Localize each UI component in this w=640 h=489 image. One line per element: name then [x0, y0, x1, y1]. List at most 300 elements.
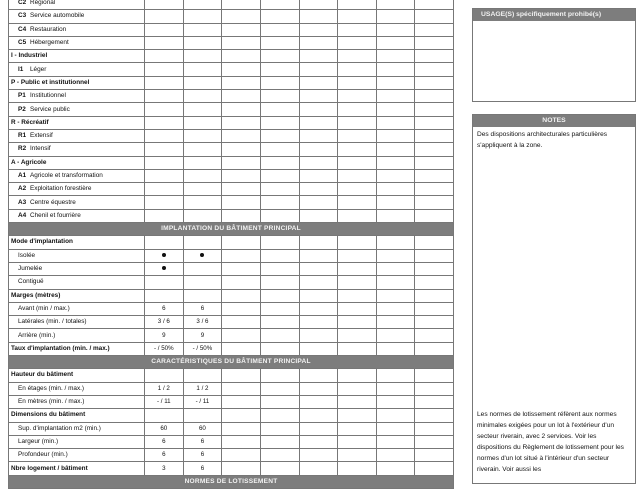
zone-value-cell: [222, 63, 261, 76]
zone-value-cell: [415, 156, 454, 169]
zone-value-cell: [376, 90, 415, 103]
zone-value-cell: [183, 169, 222, 182]
zone-value-cell: [145, 0, 184, 10]
zone-value-cell: [415, 395, 454, 408]
zone-value-cell: [183, 276, 222, 289]
prohibited-usage-header: USAGE(S) spécifiquement prohibé(s): [473, 9, 635, 21]
row-label-text: Largeur (min.): [18, 437, 59, 445]
row-label-text: Marges (mètres): [11, 291, 61, 299]
zone-value-cell: [299, 36, 338, 49]
zone-value-cell: [183, 183, 222, 196]
zone-value-cell: [338, 103, 377, 116]
zone-value-cell: [415, 129, 454, 142]
zone-value-cell: [376, 143, 415, 156]
zone-value-cell: [183, 156, 222, 169]
zone-value-cell: [222, 316, 261, 329]
zone-value-cell: [222, 143, 261, 156]
zone-value-cell: [222, 302, 261, 315]
row-label-text: Taux d'implantation (min. / max.): [11, 344, 110, 352]
zone-value-cell: [299, 369, 338, 382]
zone-value-cell: [183, 369, 222, 382]
row-label: [9, 63, 145, 76]
grid-row: [9, 329, 454, 342]
grid-row: [9, 76, 454, 89]
section-band-row: [9, 223, 454, 236]
zone-value-cell: [338, 316, 377, 329]
grid-row: [9, 90, 454, 103]
grid-row: [9, 236, 454, 249]
notes-header: NOTES: [473, 115, 635, 127]
row-label: [9, 409, 145, 422]
notes-panel: [472, 114, 636, 484]
section-band-row: [9, 475, 454, 488]
zone-value-cell: [222, 23, 261, 36]
zone-value-cell: [415, 10, 454, 23]
zone-value-cell: [338, 23, 377, 36]
zone-value-cell: [338, 409, 377, 422]
zone-value-cell: [145, 276, 184, 289]
zone-value-cell: [376, 316, 415, 329]
zone-value-cell: [299, 422, 338, 435]
row-label: [9, 129, 145, 142]
row-label-text: Profondeur (min.): [18, 451, 68, 459]
zone-value-cell: [222, 196, 261, 209]
zone-value-cell: [222, 342, 261, 355]
zone-value-cell: [260, 209, 299, 222]
usage-code: A4: [18, 211, 27, 219]
zone-value-cell: [222, 76, 261, 89]
zone-value-cell: [299, 435, 338, 448]
zone-value-cell: [183, 0, 222, 10]
zone-value-cell: 6: [183, 435, 222, 448]
zone-value-cell: [338, 0, 377, 10]
zone-value-cell: [260, 0, 299, 10]
zone-value-cell: [338, 342, 377, 355]
row-label: [9, 10, 145, 23]
zone-value-cell: [145, 183, 184, 196]
zone-value-cell: [415, 50, 454, 63]
row-label: [9, 116, 145, 129]
zone-value-cell: [376, 302, 415, 315]
grid-row: [9, 169, 454, 182]
zone-value-cell: [260, 449, 299, 462]
zone-value-cell: [222, 422, 261, 435]
zone-value-cell: [260, 422, 299, 435]
zone-value-cell: [260, 63, 299, 76]
zone-value-cell: [415, 329, 454, 342]
row-label: [9, 302, 145, 315]
zone-value-cell: [376, 395, 415, 408]
zone-value-cell: [183, 129, 222, 142]
usage-code: C3: [18, 12, 27, 20]
zone-value-cell: [338, 422, 377, 435]
usage-code: R2: [18, 145, 27, 153]
zone-value-cell: [338, 462, 377, 475]
grid-row: [9, 129, 454, 142]
zone-value-cell: [415, 236, 454, 249]
row-label-text: A - Agricole: [11, 158, 47, 166]
row-label: [9, 103, 145, 116]
row-label: [9, 249, 145, 262]
zone-value-cell: [222, 382, 261, 395]
row-label-text: Hauteur du bâtiment: [11, 371, 74, 379]
row-label: [9, 23, 145, 36]
zone-value-cell: [183, 50, 222, 63]
grid-row: [9, 409, 454, 422]
row-label: [9, 262, 145, 275]
zone-value-cell: [338, 369, 377, 382]
zone-value-cell: [222, 129, 261, 142]
zone-value-cell: [260, 10, 299, 23]
row-label-text: Chenil et fourrière: [30, 211, 81, 219]
row-label-text: Agricole et transformation: [30, 172, 103, 179]
zone-value-cell: [183, 236, 222, 249]
zone-value-cell: [299, 196, 338, 209]
zone-value-cell: [376, 76, 415, 89]
grid-row: [9, 10, 454, 23]
zone-value-cell: [183, 76, 222, 89]
zone-value-cell: [376, 236, 415, 249]
zone-value-cell: [338, 209, 377, 222]
zone-value-cell: [338, 90, 377, 103]
zone-value-cell: [338, 395, 377, 408]
zone-value-cell: [145, 36, 184, 49]
zone-value-cell: [415, 302, 454, 315]
zone-value-cell: [376, 63, 415, 76]
zone-value-cell: [260, 342, 299, 355]
grid-row: [9, 395, 454, 408]
zone-value-cell: [376, 329, 415, 342]
zone-value-cell: [415, 262, 454, 275]
zone-value-cell: [376, 0, 415, 10]
zone-value-cell: 3 / 6: [183, 316, 222, 329]
zone-value-cell: [299, 50, 338, 63]
zone-value-cell: [415, 462, 454, 475]
zone-value-cell: [183, 63, 222, 76]
zone-value-cell: [415, 90, 454, 103]
notes-text-architecture: Des dispositions architecturales particulières s'appliquent à la zone.: [477, 131, 608, 149]
zone-value-cell: [145, 209, 184, 222]
zone-value-cell: [260, 435, 299, 448]
zone-value-cell: [415, 449, 454, 462]
grid-row: [9, 449, 454, 462]
zone-value-cell: [376, 169, 415, 182]
zone-value-cell: [222, 409, 261, 422]
zone-value-cell: [376, 289, 415, 302]
row-label: [9, 462, 145, 475]
zone-value-cell: [415, 23, 454, 36]
zone-value-cell: [299, 342, 338, 355]
grid-row: [9, 0, 454, 10]
zone-value-cell: [183, 116, 222, 129]
zone-value-cell: [260, 369, 299, 382]
grid-row: [9, 249, 454, 262]
zone-value-cell: [260, 395, 299, 408]
zone-value-cell: [338, 116, 377, 129]
zone-value-cell: [299, 462, 338, 475]
usage-code: I1: [18, 65, 24, 73]
row-label-text: Institutionnel: [30, 92, 66, 100]
row-label-text: Hébergement: [30, 39, 69, 47]
zone-value-cell: [183, 209, 222, 222]
zone-value-cell: [415, 0, 454, 10]
zone-value-cell: [145, 169, 184, 182]
grid-row: [9, 289, 454, 302]
row-label: [9, 236, 145, 249]
zone-value-cell: - / 50%: [183, 342, 222, 355]
zone-value-cell: [299, 276, 338, 289]
zone-value-cell: [260, 302, 299, 315]
zone-value-cell: [338, 36, 377, 49]
zone-value-cell: [260, 169, 299, 182]
zone-value-cell: [260, 262, 299, 275]
row-label: [9, 143, 145, 156]
zone-value-cell: [338, 236, 377, 249]
zone-value-cell: [145, 143, 184, 156]
zone-value-cell: [145, 23, 184, 36]
zone-value-cell: [183, 262, 222, 275]
row-label: [9, 76, 145, 89]
grid-row: [9, 342, 454, 355]
zone-value-cell: [415, 369, 454, 382]
prohibited-usage-panel: [472, 8, 636, 102]
zone-value-cell: [415, 76, 454, 89]
zone-value-cell: [222, 462, 261, 475]
zone-value-cell: [145, 196, 184, 209]
zone-value-cell: - / 11: [183, 395, 222, 408]
zone-value-cell: [222, 116, 261, 129]
grid-row: [9, 209, 454, 222]
zone-value-cell: [299, 249, 338, 262]
zone-value-cell: [145, 409, 184, 422]
zone-value-cell: [338, 329, 377, 342]
grid-row: [9, 422, 454, 435]
zone-value-cell: 60: [145, 422, 184, 435]
usage-code: A3: [18, 198, 27, 206]
zone-value-cell: [299, 395, 338, 408]
zone-value-cell: [183, 289, 222, 302]
zone-value-cell: - / 11: [145, 395, 184, 408]
zone-value-cell: [222, 103, 261, 116]
row-label: [9, 382, 145, 395]
bullet-mark: [162, 253, 166, 257]
zone-value-cell: [299, 156, 338, 169]
zone-value-cell: [376, 129, 415, 142]
row-label: [9, 395, 145, 408]
zone-value-cell: [376, 449, 415, 462]
row-label-text: Arrière (min.): [18, 331, 56, 339]
usage-code: C2: [18, 0, 27, 7]
zone-value-cell: [415, 63, 454, 76]
zone-value-cell: [338, 276, 377, 289]
row-label-text: I - Industriel: [11, 52, 48, 60]
zone-value-cell: [145, 103, 184, 116]
zone-value-cell: 1 / 2: [145, 382, 184, 395]
section-title: IMPLANTATION DU BÂTIMENT PRINCIPAL: [9, 223, 454, 236]
zone-value-cell: [145, 116, 184, 129]
zone-value-cell: [376, 183, 415, 196]
zone-value-cell: [338, 196, 377, 209]
zone-value-cell: [260, 196, 299, 209]
row-label-text: P - Public et institutionnel: [11, 78, 90, 86]
zone-value-cell: [299, 10, 338, 23]
zone-value-cell: [338, 10, 377, 23]
zone-value-cell: [145, 289, 184, 302]
zone-value-cell: [299, 449, 338, 462]
zone-value-cell: [145, 249, 184, 262]
zone-value-cell: [338, 169, 377, 182]
zone-value-cell: [415, 316, 454, 329]
zone-value-cell: [299, 23, 338, 36]
bullet-mark: [200, 253, 204, 257]
zone-value-cell: [260, 90, 299, 103]
zone-value-cell: 60: [183, 422, 222, 435]
zone-value-cell: 3: [145, 462, 184, 475]
zone-value-cell: [222, 395, 261, 408]
zone-value-cell: [145, 369, 184, 382]
zone-value-cell: [299, 289, 338, 302]
row-label: [9, 422, 145, 435]
zone-value-cell: [338, 449, 377, 462]
zone-value-cell: [299, 0, 338, 10]
zone-value-cell: [415, 382, 454, 395]
zone-value-cell: [299, 169, 338, 182]
row-label: [9, 0, 145, 10]
zone-value-cell: [299, 262, 338, 275]
zone-value-cell: [222, 329, 261, 342]
grid-row: [9, 435, 454, 448]
zone-value-cell: [260, 289, 299, 302]
zone-value-cell: [376, 36, 415, 49]
section-title: CARACTÉRISTIQUES DU BÂTIMENT PRINCIPAL: [9, 356, 454, 369]
row-label: [9, 169, 145, 182]
zone-value-cell: 9: [183, 329, 222, 342]
row-label-text: Restauration: [30, 25, 67, 33]
zone-value-cell: [260, 329, 299, 342]
row-label: [9, 289, 145, 302]
row-label-text: Régional: [30, 0, 56, 7]
zone-value-cell: [415, 183, 454, 196]
row-label: [9, 276, 145, 289]
zone-value-cell: [415, 249, 454, 262]
zone-value-cell: 6: [183, 462, 222, 475]
zone-value-cell: [183, 23, 222, 36]
zone-value-cell: [376, 369, 415, 382]
notes-text-lotissement: Les normes de lotissement réfèrent aux normes minimales exigées pour un lot à l'extérieur d'un secteur riverain, avec 2 services. Voir les dispositions du Règlement de lotissement pour les normes d'un lot situé à l'intérieur d'un secteur riverain. Voir aussi les: [477, 411, 624, 473]
zone-value-cell: [415, 116, 454, 129]
row-label: [9, 369, 145, 382]
zone-value-cell: [415, 196, 454, 209]
zone-value-cell: [222, 289, 261, 302]
zone-value-cell: [338, 382, 377, 395]
zone-value-cell: [376, 249, 415, 262]
grid-row: [9, 116, 454, 129]
bullet-mark: [162, 266, 166, 270]
usage-code: P1: [18, 92, 26, 100]
row-label-text: Dimensions du bâtiment: [11, 411, 86, 419]
row-label-text: Centre équestre: [30, 198, 76, 206]
zone-value-cell: [222, 262, 261, 275]
row-label: [9, 50, 145, 63]
grid-row: [9, 36, 454, 49]
grid-row: [9, 276, 454, 289]
row-label: [9, 316, 145, 329]
zone-value-cell: [338, 302, 377, 315]
row-label-text: Isolée: [18, 251, 36, 259]
row-label-text: Mode d'implantation: [11, 238, 73, 246]
zone-value-cell: [376, 23, 415, 36]
grid-row: [9, 382, 454, 395]
zone-value-cell: [338, 50, 377, 63]
zone-value-cell: [415, 169, 454, 182]
usage-code: C5: [18, 39, 27, 47]
zone-value-cell: [183, 103, 222, 116]
zone-value-cell: [260, 103, 299, 116]
zone-value-cell: [260, 76, 299, 89]
row-label-text: Jumelée: [18, 265, 43, 273]
grid-row: [9, 196, 454, 209]
zone-value-cell: [299, 302, 338, 315]
zone-value-cell: [260, 236, 299, 249]
zone-value-cell: [260, 50, 299, 63]
row-label: [9, 449, 145, 462]
row-label: [9, 183, 145, 196]
zone-value-cell: [338, 183, 377, 196]
zone-value-cell: [222, 10, 261, 23]
section-title: NORMES DE LOTISSEMENT: [9, 475, 454, 488]
grid-row: [9, 369, 454, 382]
zone-value-cell: [376, 10, 415, 23]
row-label-text: Nbre logement / bâtiment: [11, 464, 88, 472]
grid-row: [9, 183, 454, 196]
zone-value-cell: [376, 462, 415, 475]
usage-code: R1: [18, 132, 27, 140]
zone-value-cell: [222, 183, 261, 196]
zone-value-cell: [415, 209, 454, 222]
zone-value-cell: [376, 435, 415, 448]
zone-value-cell: [145, 236, 184, 249]
grid-row: [9, 23, 454, 36]
zone-value-cell: [338, 129, 377, 142]
zone-value-cell: [376, 209, 415, 222]
zone-value-cell: [415, 435, 454, 448]
zone-value-cell: 9: [145, 329, 184, 342]
zone-value-cell: 3 / 6: [145, 316, 184, 329]
zone-value-cell: [376, 382, 415, 395]
row-label: [9, 435, 145, 448]
zone-value-cell: [145, 129, 184, 142]
zone-value-cell: [299, 329, 338, 342]
zone-value-cell: [376, 103, 415, 116]
row-label-text: En mètres (min. / max.): [18, 398, 85, 406]
zone-value-cell: [376, 342, 415, 355]
zone-value-cell: [415, 289, 454, 302]
zone-value-cell: [222, 209, 261, 222]
zone-value-cell: [415, 342, 454, 355]
zone-value-cell: [338, 76, 377, 89]
zone-value-cell: [260, 36, 299, 49]
grid-row: [9, 262, 454, 275]
zone-value-cell: [376, 409, 415, 422]
zone-value-cell: [183, 10, 222, 23]
zone-value-cell: 6: [145, 435, 184, 448]
zone-value-cell: [338, 143, 377, 156]
zone-value-cell: 6: [183, 302, 222, 315]
zone-value-cell: [376, 116, 415, 129]
grid-row: [9, 63, 454, 76]
zone-value-cell: [222, 50, 261, 63]
zone-value-cell: [299, 316, 338, 329]
